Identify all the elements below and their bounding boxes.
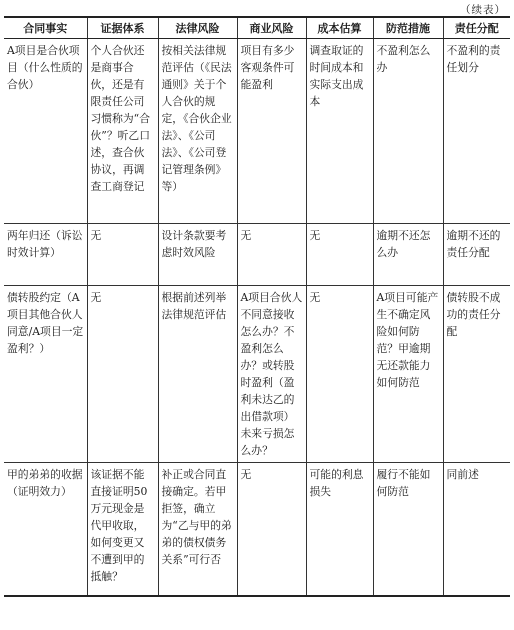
table-cell: 个人合伙还是商事合伙，还是有限责任公司习惯称为“合伙”？听乙口述，查合伙协议，再调查工商登记: [87, 39, 158, 224]
header-legal-risk: 法律风险: [158, 17, 237, 39]
table-cell: 履行不能如何防范: [373, 463, 443, 596]
table-cell: 该证据不能直接证明50万元现金是代甲收取，如何变更又不遭到甲的抵触？: [87, 463, 158, 596]
header-business-risk: 商业风险: [237, 17, 306, 39]
table-cell: 两年归还（诉讼时效计算）: [4, 224, 87, 286]
table-cell: 根据前述列举法律规范评估: [158, 286, 237, 463]
table-cell: 逾期不还怎么办: [373, 224, 443, 286]
table-cell: 调查取证的时间成本和实际支出成本: [306, 39, 373, 224]
table-cell: 债转股约定（A项目其他合伙人同意/A项目一定盈利？）: [4, 286, 87, 463]
risk-analysis-table: [4, 16, 510, 597]
table-cell: 无: [87, 224, 158, 286]
table-cell: 逾期不还的责任分配: [443, 224, 510, 286]
table-cell: A项目是合伙项目（什么性质的合伙）: [4, 39, 87, 224]
table-cell: A项目合伙人不同意接收怎么办？不盈利怎么办？或转股时盈利（盈利未达乙的出借款项）未来亏损怎么办？: [237, 286, 306, 463]
table-cell: 不盈利的责任划分: [443, 39, 510, 224]
table-cell: 可能的利息损失: [306, 463, 373, 596]
continued-table-label: （续表）: [460, 4, 506, 16]
table-row: [4, 39, 510, 224]
table-cell: 补正或合同直接确定。若甲拒签，确立为“乙与甲的弟弟的债权债务关系”可行否: [158, 463, 237, 596]
table-cell: 不盈利怎么办: [373, 39, 443, 224]
header-cost-estimate: 成本估算: [306, 17, 373, 39]
header-contract-facts: 合同事实: [4, 17, 87, 39]
header-evidence-system: 证据体系: [87, 17, 158, 39]
header-liability-allocation: 责任分配: [443, 17, 510, 39]
table-row: [4, 463, 510, 596]
table-cell: 无: [237, 224, 306, 286]
table-cell: A项目可能产生不确定风险如何防范？甲逾期无还款能力如何防范: [373, 286, 443, 463]
table-cell: 设计条款要考虑时效风险: [158, 224, 237, 286]
table-cell: 同前述: [443, 463, 510, 596]
table-cell: 甲的弟弟的收据（证明效力）: [4, 463, 87, 596]
table-header-row: [4, 17, 510, 39]
header-prevention-measures: 防范措施: [373, 17, 443, 39]
table-cell: 无: [306, 224, 373, 286]
table-cell: 无: [87, 286, 158, 463]
table-cell: 无: [306, 286, 373, 463]
table-row: [4, 286, 510, 463]
table-cell: 项目有多少客观条件可能盈利: [237, 39, 306, 224]
table-cell: 按相关法律规范评估（《民法通则》关于个人合伙的规定，《合伙企业法》、《公司法》、《公司登记管理条例》等）: [158, 39, 237, 224]
table-row: [4, 224, 510, 286]
table-cell: 无: [237, 463, 306, 596]
table-cell: 债转股不成功的责任分配: [443, 286, 510, 463]
